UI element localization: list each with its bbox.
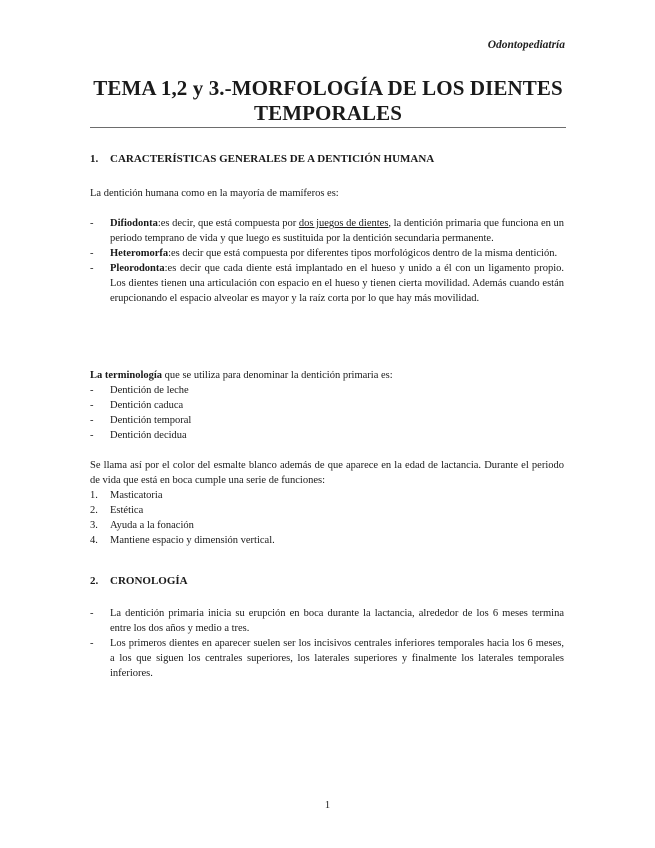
bullet-dash: - (90, 218, 94, 229)
term-text: Dentición temporal (110, 415, 192, 426)
trait-term: Difiodonta (110, 218, 158, 229)
term-text: Dentición de leche (110, 385, 189, 396)
terminology-text: que se utiliza para denominar la dentición primaria es: (162, 370, 393, 381)
trait-text: , la dentición primaria que funciona en un periodo temprano de vida y que luego es sustituida por la dentición secundaria permanente. (110, 218, 564, 244)
terminology-intro (90, 368, 564, 383)
list-item (90, 518, 564, 533)
item-number: 4. (90, 535, 98, 546)
list-item (90, 383, 564, 398)
title-line-2: TEMPORALES (253, 101, 403, 125)
functions-list (90, 488, 564, 548)
terminology-term: La terminología (90, 370, 163, 381)
function-text: Mantiene espacio y dimensión vertical. (110, 535, 275, 546)
list-item (90, 216, 564, 246)
list-item (90, 398, 564, 413)
trait-text: :es decir, que está compuesta por (157, 218, 299, 229)
bullet-dash: - (90, 385, 94, 396)
section-1-intro: La dentición humana como en la mayoría de mamíferos es: (90, 188, 339, 199)
bullet-dash: - (90, 415, 94, 426)
section-1-heading (90, 153, 434, 165)
bullet-dash: - (90, 608, 94, 619)
trait-text: :es decir que está compuesta por diferentes tipos morfológicos dentro de la misma dentición. (168, 248, 558, 259)
list-item (90, 606, 564, 636)
bullet-dash: - (90, 263, 94, 274)
item-number: 1. (90, 490, 98, 501)
list-item (90, 488, 564, 503)
item-number: 2. (90, 505, 98, 516)
traits-list (90, 216, 564, 306)
trait-term: Pleorodonta (110, 263, 165, 274)
term-text: Dentición decidua (110, 430, 187, 441)
chronology-list (90, 606, 564, 681)
list-item (90, 261, 564, 306)
list-item (90, 413, 564, 428)
title-underline-rule (90, 127, 566, 128)
running-header: Odontopediatría (487, 39, 565, 51)
bullet-dash: - (90, 430, 94, 441)
section-2-title: CRONOLOGÍA (110, 575, 188, 587)
chronology-text: La dentición primaria inicia su erupción en boca durante la lactancia, alrededor de los 6 meses termina entre los dos años y medio a tres. (110, 608, 564, 634)
list-item (90, 636, 564, 681)
chronology-text: Los primeros dientes en aparecer suelen ser los incisivos centrales inferiores temporales hacia los 6 meses, a los que siguen los centrales superiores, los laterales superiores y finalmente los laterales temporales inferiores. (110, 638, 564, 679)
page-title (90, 76, 566, 126)
bullet-dash: - (90, 400, 94, 411)
trait-text: :es decir que cada diente está implantado en el hueso y unido a él con un ligamento propio. Los dientes tienen una articulación con espacio en el hueso y tienen cierta movilidad. Además cuando están erupcionando el espacio alveolar es mayor y la raíz corta por lo que hay más movilidad. (110, 263, 564, 304)
list-item (90, 533, 564, 548)
section-1-title: CARACTERÍSTICAS GENERALES DE A DENTICIÓN HUMANA (110, 153, 435, 165)
function-text: Masticatoria (110, 490, 163, 501)
list-item (90, 428, 564, 443)
item-number: 3. (90, 520, 98, 531)
terms-list (90, 383, 564, 443)
page-number: 1 (324, 800, 331, 811)
bullet-dash: - (90, 248, 94, 259)
function-text: Ayuda a la fonación (110, 520, 194, 531)
section-2-number: 2. (90, 575, 99, 587)
title-line-1: TEMA 1,2 y 3.-MORFOLOGÍA DE LOS DIENTES (93, 76, 563, 100)
term-text: Dentición caduca (110, 400, 184, 411)
list-item (90, 503, 564, 518)
underlined-phrase: dos juegos de dientes (298, 218, 389, 229)
bullet-dash: - (90, 638, 94, 649)
trait-term: Heteromorfa (110, 248, 169, 259)
function-text: Estética (110, 505, 144, 516)
section-2-heading (90, 575, 188, 587)
explanation-paragraph: Se llama así por el color del esmalte blanco además de que aparece en la edad de lactancia. Durante el periodo de vida que está en boca cumple una serie de funciones: (90, 460, 564, 486)
list-item (90, 246, 564, 261)
section-1-number: 1. (90, 153, 99, 165)
